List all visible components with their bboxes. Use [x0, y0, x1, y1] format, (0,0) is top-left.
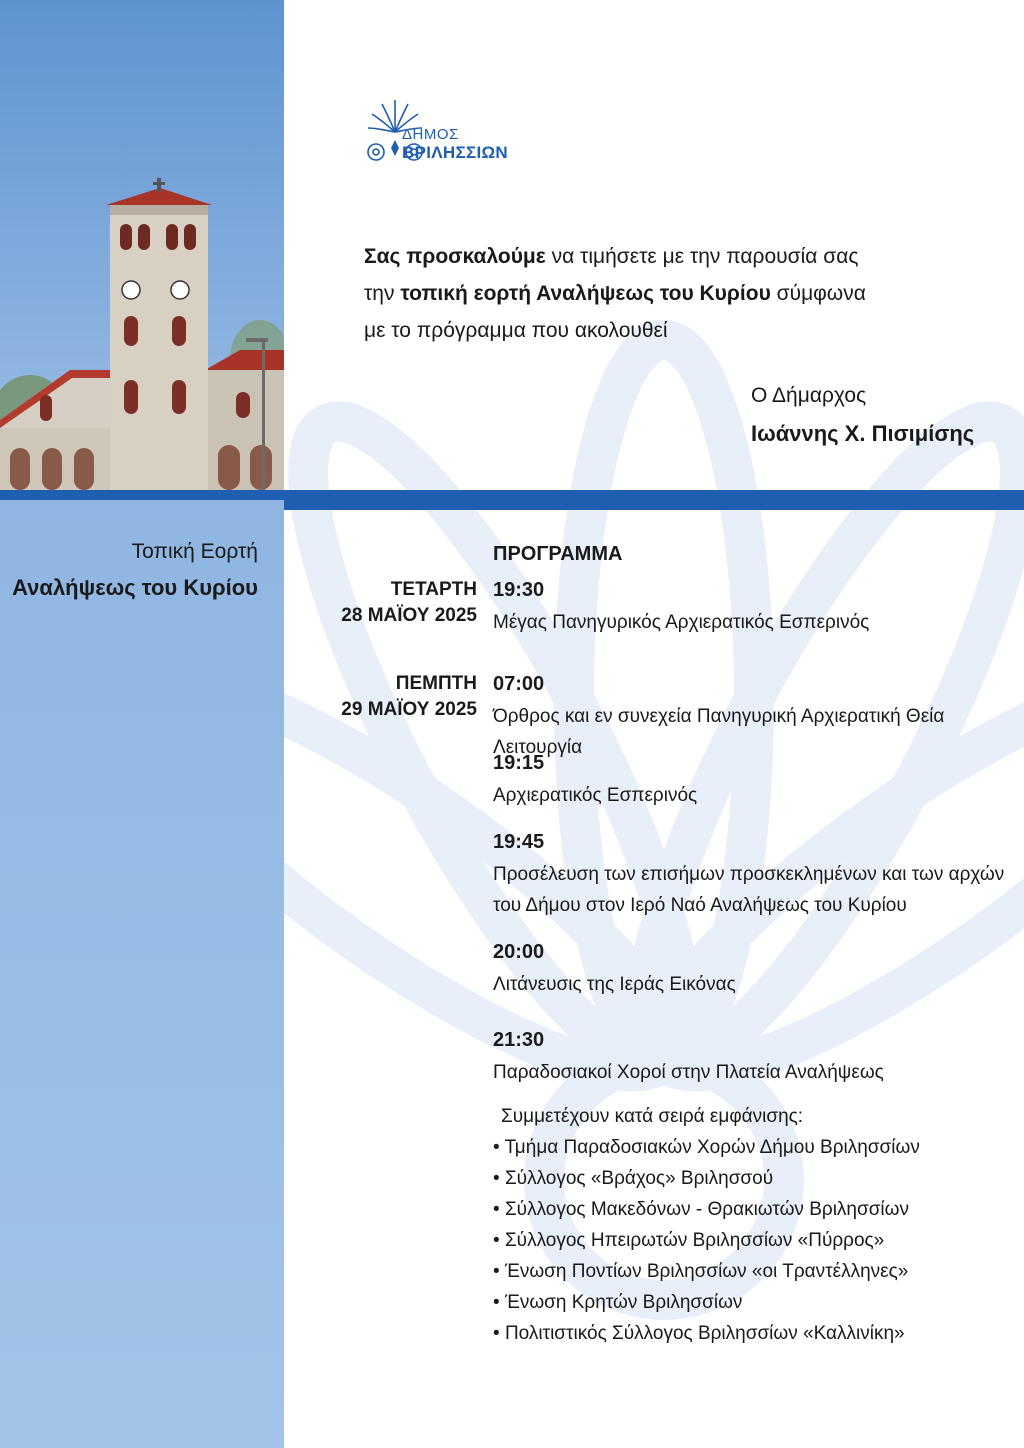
day-thursday — [277, 671, 477, 723]
invite-line-1-bold: Σας προσκαλούμε — [364, 245, 546, 268]
program-desc: Λιτάνευσις της Ιεράς Εικόνας — [493, 974, 736, 995]
program-time: 07:00 — [493, 673, 545, 695]
invite-line-1-rest: να τιμήσετε με την παρουσία σας — [545, 245, 859, 268]
program-time: 19:15 — [493, 752, 545, 774]
event-title-line1: Τοπική Εορτή — [131, 540, 258, 563]
mayor-name: Ιωάννης Χ. Πισιμίσης — [751, 421, 975, 446]
program-time: 19:45 — [493, 831, 545, 853]
program-desc: Όρθρος και εν συνεχεία Πανηγυρική Αρχιερατική Θεία Λειτουργία — [493, 706, 945, 758]
program-time: 19:30 — [493, 579, 545, 601]
program-item — [493, 827, 1013, 921]
invite-line-2-bold: τοπική εορτή Αναλήψεως του Κυρίου — [400, 282, 771, 305]
list-item: • Πολιτιστικός Σύλλογος Βριλησσίων «Καλλινίκη» — [493, 1318, 1013, 1349]
day-wednesday — [277, 577, 477, 629]
invite-line-2 — [364, 275, 924, 312]
list-item: • Σύλλογος Ηπειρωτών Βριλησσίων «Πύρρος» — [493, 1225, 1013, 1256]
list-item: • Τμήμα Παραδοσιακών Χορών Δήμου Βριλησσίων — [493, 1132, 1013, 1163]
program-desc: Παραδοσιακοί Χοροί στην Πλατεία Αναλήψεως — [493, 1062, 884, 1083]
list-item: • Ένωση Ποντίων Βριλησσίων «οι Τραντέλληνες» — [493, 1256, 1013, 1287]
list-item: • Ένωση Κρητών Βριλησσίων — [493, 1287, 1013, 1318]
invite-line-1 — [364, 238, 924, 275]
list-item: • Σύλλογος Μακεδόνων - Θρακιωτών Βριλησσίων — [493, 1194, 1013, 1225]
invite-line-2-rest: σύμφωνα — [770, 282, 866, 305]
church-photo — [0, 0, 284, 490]
invitation-text — [364, 238, 924, 349]
event-title-line2: Αναλήψεως του Κυρίου — [12, 575, 258, 600]
program-desc: Μέγας Πανηγυρικός Αρχιερατικός Εσπερινός — [493, 612, 870, 633]
logo-line2: ΒΡΙΛΗΣΣΙΩΝ — [402, 143, 508, 162]
program-item — [493, 937, 1013, 1000]
program-item — [493, 575, 1013, 638]
list-item: • Σύλλογος «Βράχος» Βριλησσού — [493, 1163, 1013, 1194]
day-weekday: ΠΕΜΠΤΗ — [395, 673, 477, 694]
program-time: 20:00 — [493, 941, 545, 963]
divider-band-light — [0, 500, 284, 510]
program-heading: ΠΡΟΓΡΑΜΜΑ — [493, 543, 623, 565]
participants-intro: Συμμετέχουν κατά σειρά εμφάνισης: — [501, 1106, 804, 1127]
mayor-title: Ο Δήμαρχος — [751, 384, 867, 407]
invite-line-2-pre: την — [364, 282, 401, 305]
day-date: 29 ΜΑΪΟΥ 2025 — [341, 699, 477, 720]
invite-line-3: με το πρόγραμμα που ακολουθεί — [364, 319, 668, 342]
participants-items — [493, 1132, 1013, 1349]
program-item — [493, 1025, 1013, 1088]
participants-list — [493, 1101, 1013, 1349]
program-desc: Αρχιερατικός Εσπερινός — [493, 785, 698, 806]
day-date: 28 ΜΑΪΟΥ 2025 — [341, 605, 477, 626]
logo-line1: ΔΗΜΟΣ — [402, 126, 459, 143]
program-desc-line2: του Δήμου στον Ιερό Ναό Αναλήψεως του Κυρίου — [493, 895, 907, 916]
program-desc-line1: Προσέλευση των επισήμων προσκεκλημένων και των αρχών — [493, 864, 1005, 885]
municipality-logo — [364, 96, 564, 176]
program-item — [493, 748, 1013, 811]
program-time: 21:30 — [493, 1029, 545, 1051]
day-weekday: ΤΕΤΑΡΤΗ — [390, 579, 477, 600]
